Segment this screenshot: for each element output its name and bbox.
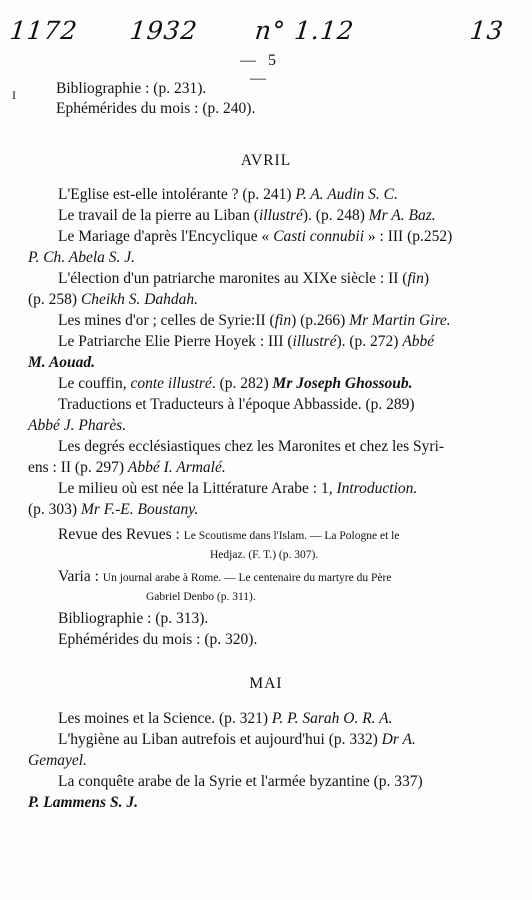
entry-line: L'hygiène au Liban autrefois et aujourd'hui (p. 332) Dr A.: [58, 731, 416, 748]
edge-mark: I: [12, 88, 16, 102]
entry-line: Traductions et Traducteurs à l'époque Abbasside. (p. 289): [58, 396, 415, 413]
entry-line: Le Mariage d'après l'Encyclique « Casti connubii » : III (p.252): [58, 228, 453, 245]
entry-line: (p. 303) Mr F.-E. Boustany.: [28, 501, 199, 518]
entry-line: ens : II (p. 297) Abbé I. Armalé.: [28, 459, 226, 476]
entry-line: (p. 258) Cheikh S. Dahdah.: [28, 291, 199, 308]
entry-line: Le travail de la pierre au Liban (illustré). (p. 248) Mr A. Baz.: [58, 207, 436, 224]
varia: Varia : Un journal arabe à Rome. — Le centenaire du martyre du Père: [58, 568, 392, 585]
entry-author: P. Ch. Abela S. J.: [28, 249, 136, 266]
entry-line: Les degrés ecclésiastiques chez les Maronites et chez les Syri-: [58, 438, 445, 455]
entry-line: Le couffin, conte illustré. (p. 282) Mr Joseph Ghossoub.: [58, 375, 413, 392]
entry-author: P. Lammens S. J.: [28, 794, 138, 811]
entry-line: Les moines et la Science. (p. 321) P. P. Sarah O. R. A.: [58, 710, 393, 727]
bibliographie-line: Bibliographie : (p. 313).: [58, 610, 209, 627]
entry-author: Abbé J. Pharès.: [28, 417, 127, 434]
ephemerides-line: Ephémérides du mois : (p. 320).: [58, 631, 258, 648]
section-heading-avril: AVRIL: [240, 152, 292, 169]
entry-author: Gemayel.: [28, 752, 87, 769]
bibliographie-line: Bibliographie : (p. 231).: [56, 80, 207, 97]
entry-line: Le milieu où est née la Littérature Arabe : 1, Introduction.: [58, 480, 418, 497]
ephemerides-line: Ephémérides du mois : (p. 240).: [56, 100, 256, 117]
handwritten-number: 1172: [8, 16, 80, 45]
varia-cont: Gabriel Denbo (p. 311).: [146, 591, 256, 603]
entry-author: M. Aouad.: [28, 354, 96, 371]
handwritten-issue: n° 1.12: [253, 16, 356, 45]
revue-des-revues-cont: Hedjaz. (F. T.) (p. 307).: [210, 549, 319, 561]
entry-line: Le Patriarche Elie Pierre Hoyek : III (illustré). (p. 272) Abbé: [58, 333, 435, 350]
section-heading-mai: MAI: [249, 675, 283, 692]
handwritten-page: 13: [468, 16, 506, 45]
revue-des-revues: Revue des Revues : Le Scoutisme dans l'Islam. — La Pologne et le: [58, 526, 400, 543]
entry-line: La conquête arabe de la Syrie et l'armée byzantine (p. 337): [58, 773, 423, 790]
entry-line: L'Eglise est-elle intolérante ? (p. 241) P. A. Audin S. C.: [58, 186, 398, 203]
page-number: — 5 —: [240, 52, 280, 87]
entry-line: L'élection d'un patriarche maronites au XIXe siècle : II (fin): [58, 270, 429, 287]
entry-line: Les mines d'or ; celles de Syrie:II (fin) (p.266) Mr Martin Gire.: [58, 312, 451, 329]
handwritten-year: 1932: [128, 16, 200, 45]
